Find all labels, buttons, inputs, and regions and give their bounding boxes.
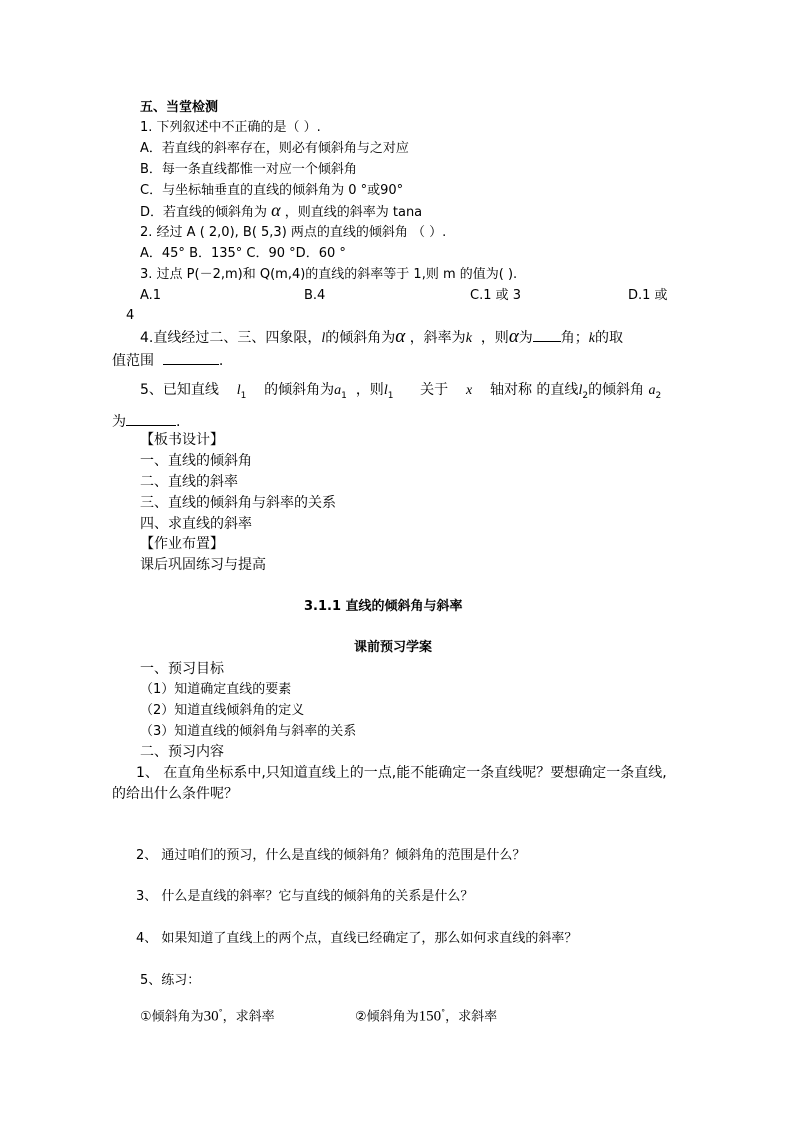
subscript: 1 — [341, 390, 347, 401]
q4-text: . — [218, 353, 224, 369]
board-item: 一、直线的倾斜角 — [140, 453, 252, 469]
line-symbol: l — [578, 383, 583, 398]
section-heading: 五、当堂检测 — [140, 100, 219, 115]
content-heading: 二、预习内容 — [140, 744, 224, 760]
content-question-3: 3、 什么是直线的斜率？它与直线的倾斜角的关系是什么？ — [136, 889, 474, 904]
question-2: 2. 经过 A ( 2,0), B( 5,3) 两点的直线的倾斜角 （ ）. — [140, 225, 447, 240]
subscript: 2 — [655, 390, 662, 401]
exercise-text: ②倾斜角为 — [355, 1009, 419, 1025]
exercise-text: ①倾斜角为 — [140, 1009, 204, 1025]
question-5 — [140, 382, 661, 404]
q4-text: 的取 — [595, 330, 624, 346]
content-question-2: 2、 通过咱们的预习，什么是直线的倾斜角？倾斜角的范围是什么？ — [136, 848, 526, 863]
goal-heading: 一、预习目标 — [140, 661, 224, 677]
board-heading: 【板书设计】 — [140, 432, 224, 448]
q5-text: ，则 — [355, 382, 384, 398]
q4-text: 值范围 — [112, 353, 154, 369]
q4-text: 为 — [518, 330, 533, 346]
board-item: 四、求直线的斜率 — [140, 516, 252, 532]
subscript: 1 — [387, 390, 394, 401]
question-1-option-a: A．若直线的斜率存在，则必有倾斜角与之对应 — [140, 141, 409, 156]
content-question-5: 5、练习： — [140, 973, 201, 988]
q5-text: 的倾斜角 — [588, 382, 645, 398]
degree-symbol: ° — [441, 1008, 446, 1017]
q5-text: 的倾斜角为 — [264, 382, 335, 398]
angle-value: 150 — [418, 1008, 442, 1025]
k-symbol: k — [465, 331, 472, 346]
a-symbol: a — [648, 383, 656, 398]
q4-text: 角； — [560, 330, 589, 346]
exercise-1 — [140, 1005, 275, 1025]
k-symbol: k — [588, 331, 596, 346]
option-d-text: D．若直线的倾斜角为 — [140, 205, 268, 220]
question-1-option-d — [140, 202, 422, 221]
lesson-title: 3.1.1 直线的倾斜角与斜率 — [304, 599, 463, 614]
q5-text: 5、已知直线 — [140, 382, 219, 398]
board-item: 二、直线的斜率 — [140, 474, 238, 490]
question-3-option-d-cont: 4 — [126, 308, 135, 323]
q4-text: 4.直线经过二、三、四象限， — [140, 330, 322, 346]
angle-value: 30 — [203, 1008, 219, 1025]
content-question-4: 4、 如果知道了直线上的两个点，直线已经确定了，那么如何求直线的斜率？ — [136, 931, 578, 946]
a-symbol: a — [334, 383, 342, 398]
q4-text: 的倾斜角为 — [325, 330, 396, 346]
question-3-option-a: A.1 — [140, 288, 162, 303]
degree-symbol: ° — [218, 1008, 223, 1017]
q5-text: 关于 — [420, 382, 449, 398]
q4-text: ，斜率为 — [409, 330, 466, 346]
q5-text: 轴对称 的直线 — [489, 382, 579, 398]
alpha-symbol: α — [395, 326, 406, 347]
alpha-symbol: α — [271, 200, 281, 220]
q5-text: . — [176, 414, 181, 430]
exercise-text: ，求斜率 — [222, 1009, 275, 1025]
line-symbol: l — [236, 383, 241, 398]
goal-item: （3）知道直线的倾斜角与斜率的关系 — [140, 724, 357, 739]
x-symbol: x — [465, 383, 473, 398]
question-2-options: A．45° B．135° C．90 °D．60 ° — [140, 246, 346, 261]
question-4-cont — [112, 351, 223, 369]
q5-text: 为 — [112, 414, 126, 430]
subscript: 2 — [582, 390, 589, 401]
question-5-cont — [112, 412, 180, 430]
goal-item: （1）知道确定直线的要素 — [140, 682, 292, 697]
lesson-subtitle: 课前预习学案 — [354, 640, 433, 655]
subscript: 1 — [240, 390, 247, 401]
answer-blank[interactable] — [163, 351, 219, 365]
question-3-option-b: B.4 — [304, 288, 326, 303]
exercise-2 — [355, 1005, 497, 1025]
question-3: 3. 过点 P(－2,m)和 Q(m,4)的直线的斜率等于 1,则 m 的值为( ). — [140, 267, 518, 282]
q4-text: ，则 — [480, 330, 509, 346]
content-question-1-cont: 的给出什么条件呢？ — [112, 786, 238, 802]
answer-blank[interactable] — [126, 412, 176, 426]
content-question-1: 1、 在直角坐标系中,只知道直线上的一点,能不能确定一条直线呢？要想确定一条直线, — [136, 765, 667, 781]
goal-item: （2）知道直线倾斜角的定义 — [140, 703, 305, 718]
question-1: 1. 下列叙述中不正确的是（ ）. — [140, 120, 321, 135]
homework-text: 课后巩固练习与提高 — [140, 557, 266, 573]
homework-heading: 【作业布置】 — [140, 536, 224, 552]
line-symbol: l — [383, 383, 388, 398]
question-3-option-c: C.1 或 3 — [470, 288, 522, 303]
exercise-text: ，求斜率 — [445, 1009, 498, 1025]
option-d-tail: ，则直线的斜率为 tana — [284, 205, 423, 220]
board-item: 三、直线的倾斜角与斜率的关系 — [140, 495, 336, 511]
question-1-option-c: C．与坐标轴垂直的直线的倾斜角为 0 °或90° — [140, 183, 404, 198]
question-1-option-b: B．每一条直线都惟一对应一个倾斜角 — [140, 162, 357, 177]
alpha-symbol: α — [508, 326, 519, 347]
question-3-option-d: D.1 或 — [628, 288, 668, 303]
answer-blank[interactable] — [533, 328, 561, 342]
line-symbol: l — [321, 331, 326, 346]
question-4 — [140, 328, 623, 347]
